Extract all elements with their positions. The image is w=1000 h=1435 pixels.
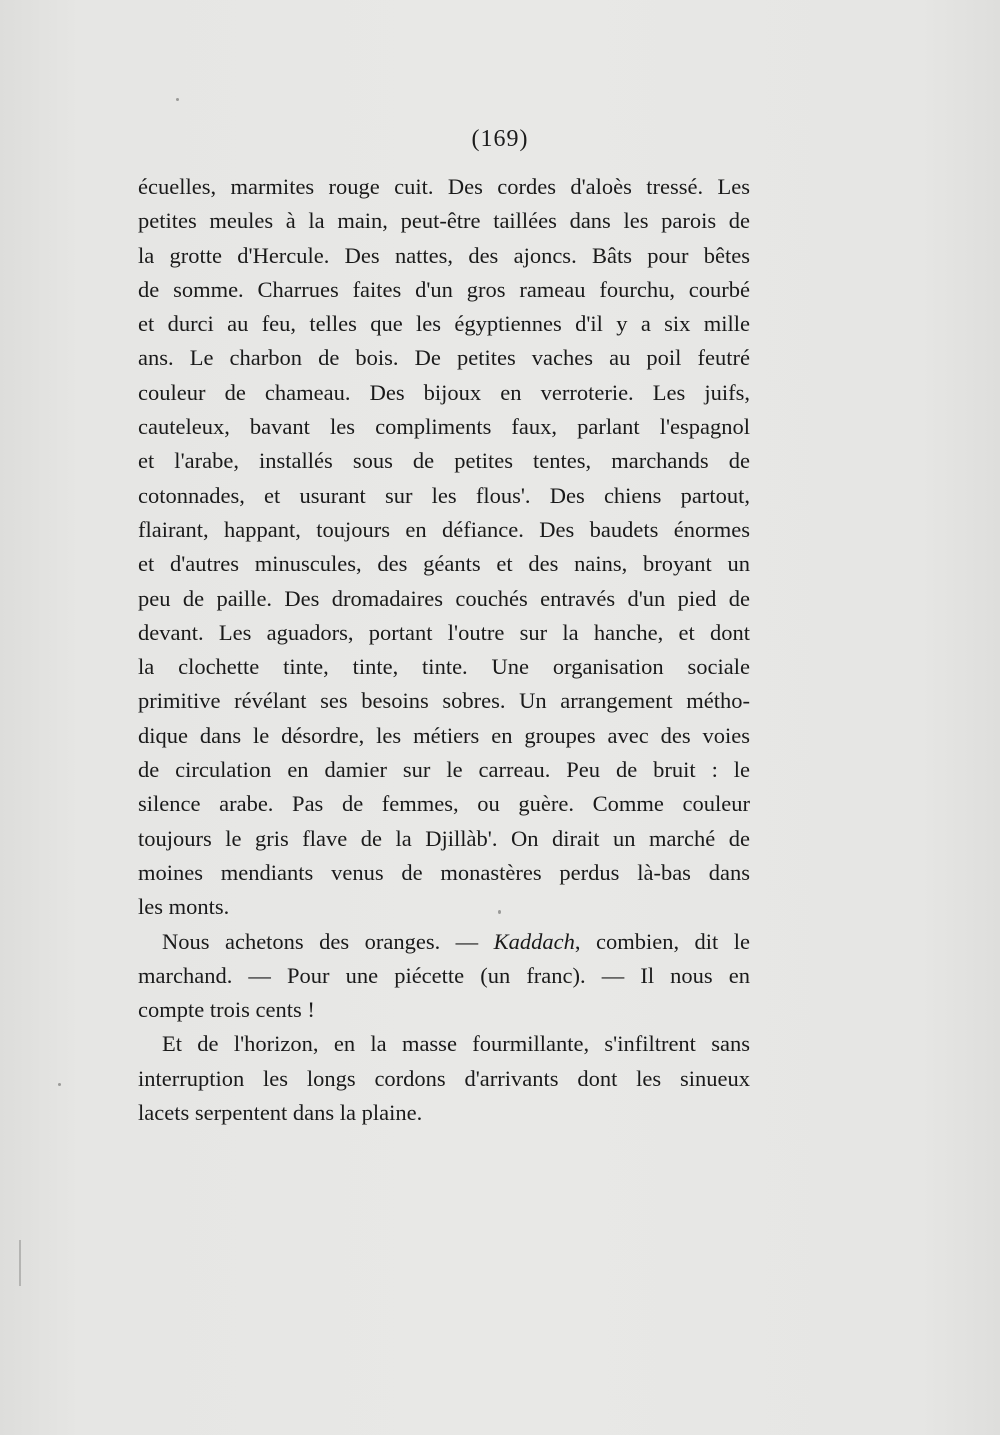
text-line: de somme. Charrues faites d'un gros rameau fourchu, courbé [138,276,750,302]
paper-speck [176,98,179,101]
page-number: (169) [471,126,529,152]
text-line: la clochette tinte, tinte, tinte. Une organisation sociale [138,654,750,680]
margin-mark [19,1240,21,1286]
text-line: la grotte d'Hercule. Des nattes, des ajoncs. Bâts pour bêtes [138,242,750,268]
text-line [138,925,750,959]
text-line: les monts. [138,894,230,920]
body-text [138,170,750,1130]
paper-speck [498,910,501,914]
text-line: lacets serpentent dans la plaine. [138,1100,423,1126]
text-line: marchand. — Pour une piécette (un franc). — Il nous en [138,962,750,988]
text-line: ans. Le charbon de bois. De petites vaches au poil feutré [138,345,750,371]
text-line: Et de l'horizon, en la masse fourmillante, s'infiltrent sans [162,1031,750,1057]
text-line: et d'autres minuscules, des géants et des nains, broyant un [138,551,750,577]
italic-word: Kaddach [493,928,575,954]
text-line: cauteleux, bavant les compliments faux, parlant l'espagnol [138,414,750,440]
text-line: et l'arabe, installés sous de petites tentes, marchands de [138,448,750,474]
text-line: et durci au feu, telles que les égyptiennes d'il y a six mille [138,311,750,337]
text-line: de circulation en damier sur le carreau. Peu de bruit : le [138,757,750,783]
text-line: peu de paille. Des dromadaires couchés entravés d'un pied de [138,585,750,611]
text-line: primitive révélant ses besoins sobres. Un arrangement métho- [138,688,750,714]
text-line: devant. Les aguadors, portant l'outre sur la hanche, et dont [138,619,750,645]
text-run: Nous achetons des oranges. — [162,928,494,954]
text-line: toujours le gris flave de la Djillàb'. On dirait un marché de [138,825,750,851]
text-line: cotonnades, et usurant sur les flous'. Des chiens partout, [138,482,750,508]
text-line: flairant, happant, toujours en défiance. Des baudets énormes [138,516,750,542]
text-line: couleur de chameau. Des bijoux en verroterie. Les juifs, [138,379,750,405]
text-line: compte trois cents ! [138,997,315,1023]
paper-speck [58,1083,61,1086]
text-line: dique dans le désordre, les métiers en groupes avec des voies [138,722,750,748]
text-line: écuelles, marmites rouge cuit. Des cordes d'aloès tressé. Les [138,174,750,199]
text-line: petites meules à la main, peut-être taillées dans les parois de [138,208,750,234]
text-line: interruption les longs cordons d'arrivants dont les sinueux [138,1065,750,1091]
text-run: , combien, dit le [574,928,751,954]
text-line: silence arabe. Pas de femmes, ou guère. Comme couleur [138,791,750,817]
text-line: moines mendiants venus de monastères perdus là-bas dans [138,859,750,885]
